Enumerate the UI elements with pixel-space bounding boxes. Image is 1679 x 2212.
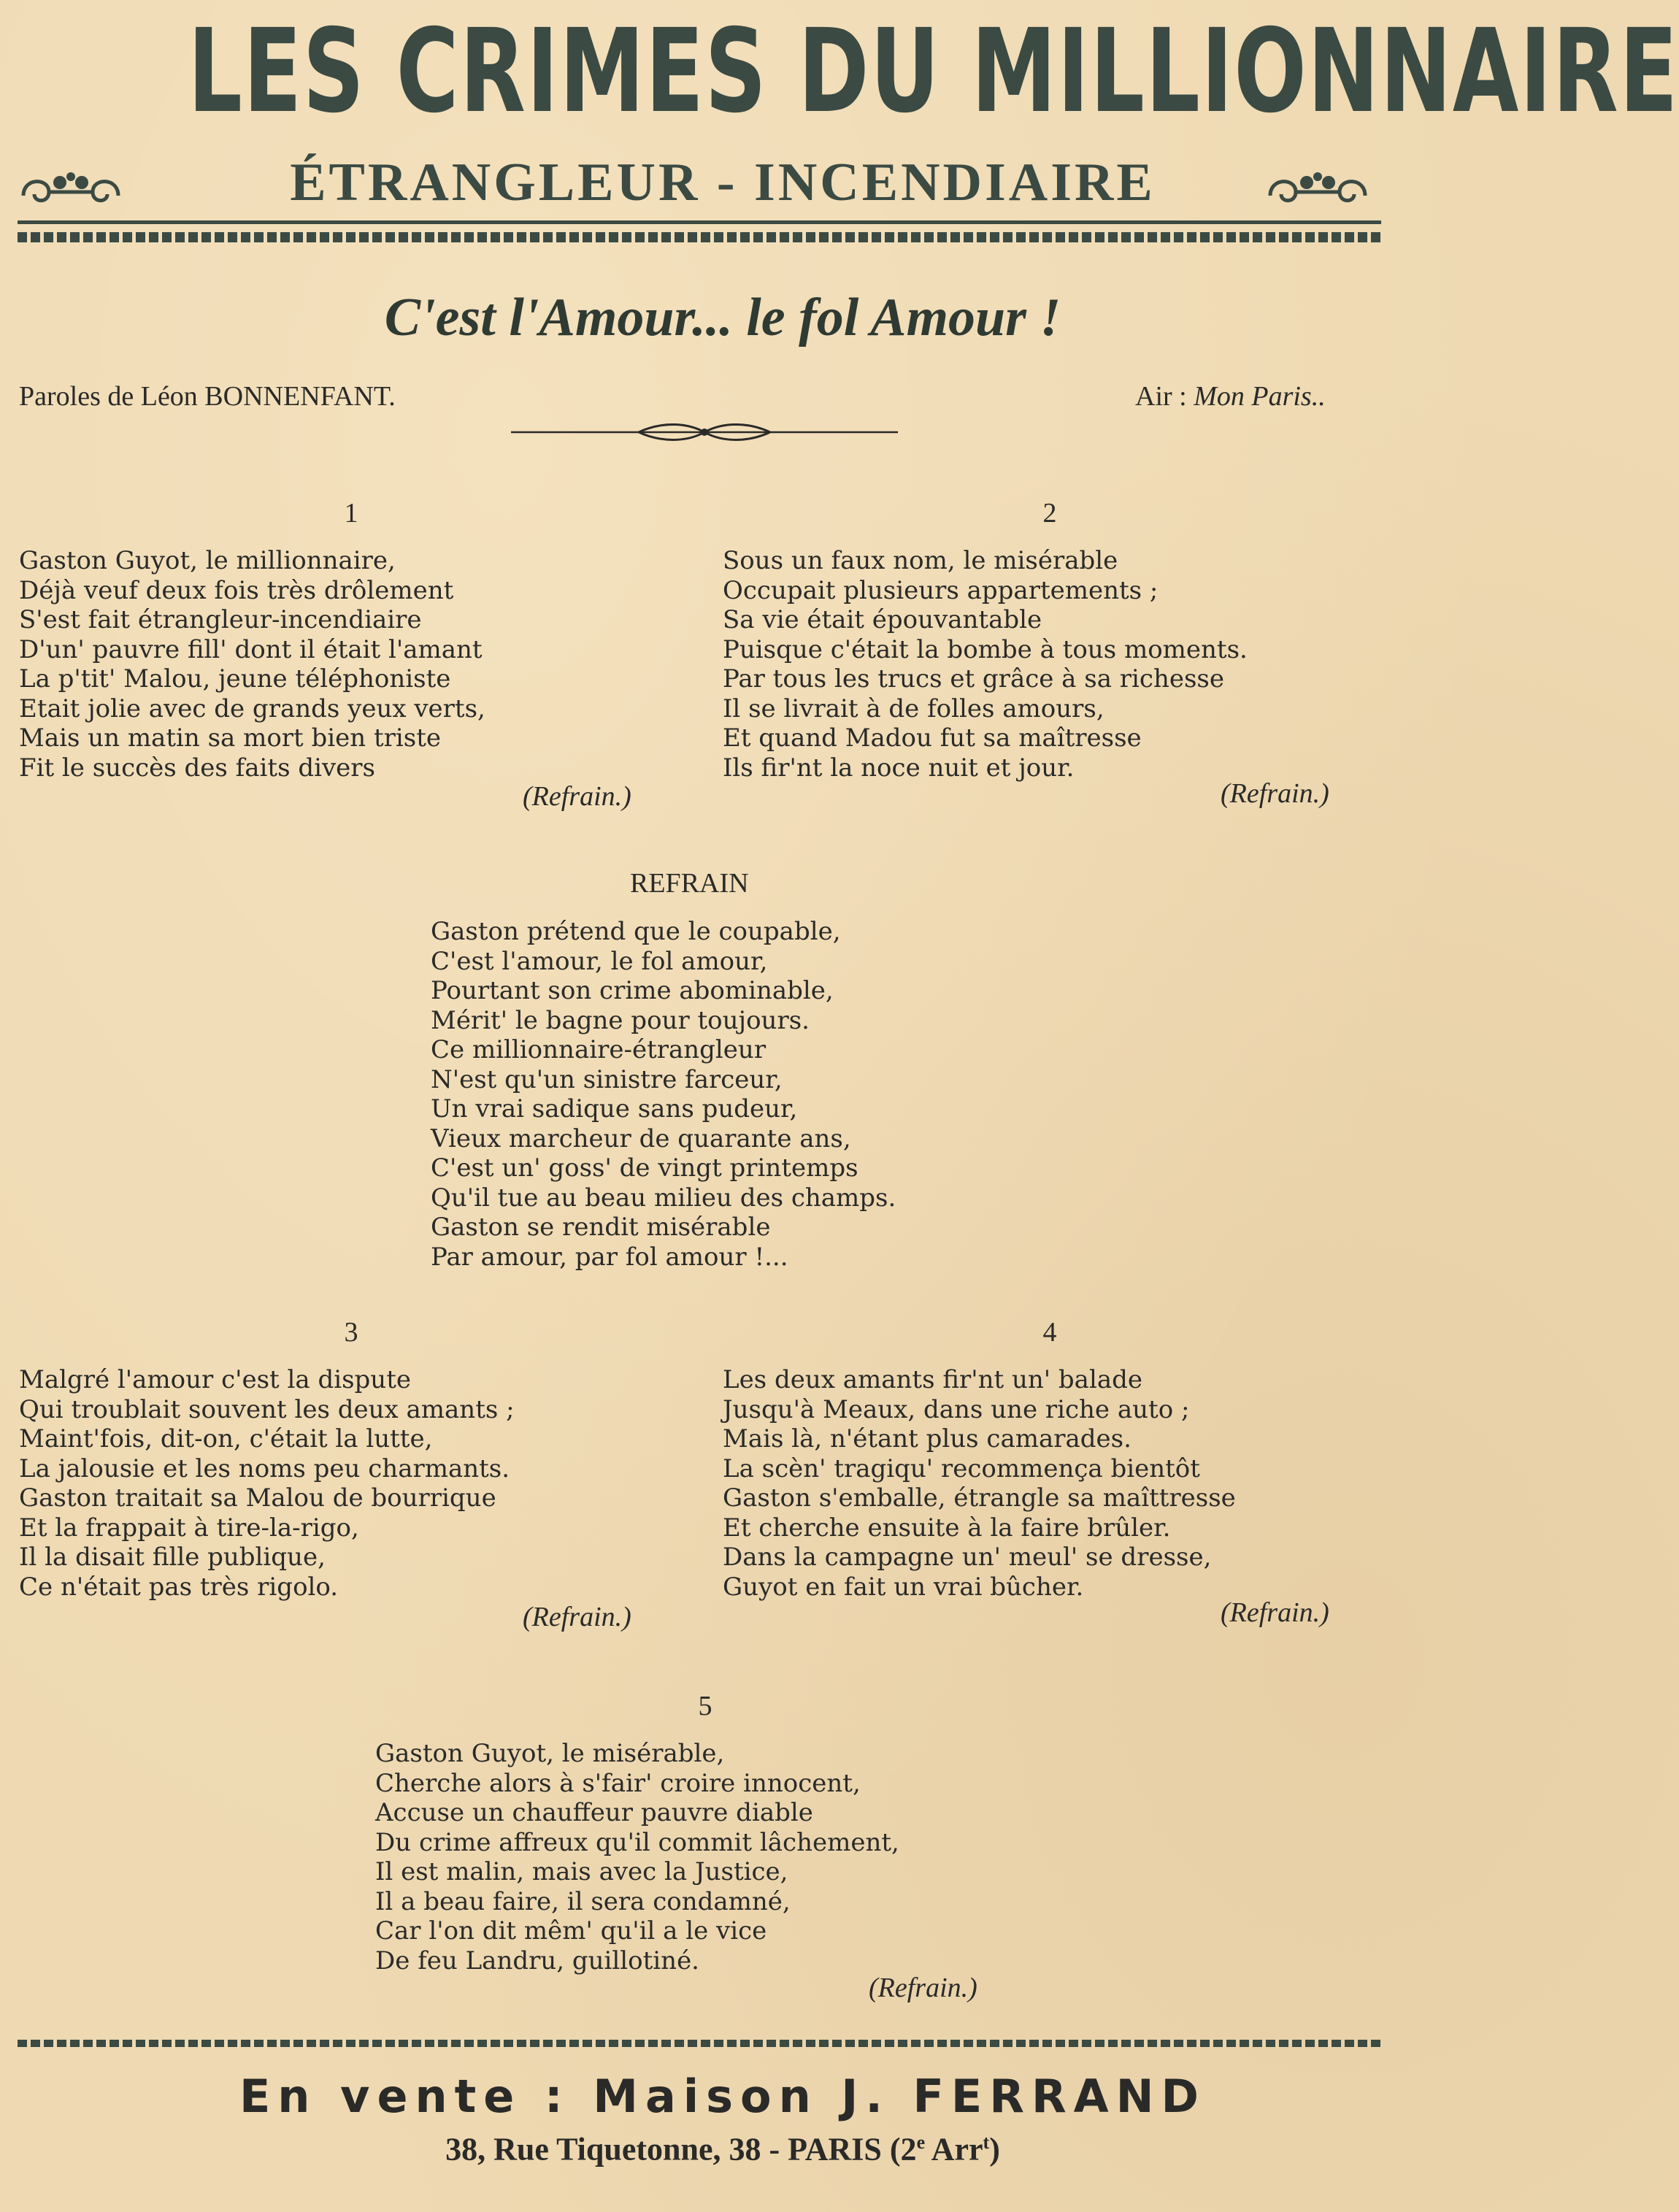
refrain-tag: (Refrain.) xyxy=(1221,778,1329,809)
refrain-tag: (Refrain.) xyxy=(523,781,631,812)
lyric-line: Gaston Guyot, le misérable, xyxy=(375,1739,725,1768)
lyric-line: Les deux amants fir'nt un' balade xyxy=(723,1365,1142,1394)
lyric-line: Malgré l'amour c'est la dispute xyxy=(19,1365,411,1394)
refrain-tag: (Refrain.) xyxy=(869,1973,977,2003)
lyric-line: La jalousie et les noms peu charmants. xyxy=(19,1453,510,1483)
lyric-line: Dans la campagne un' meul' se dresse, xyxy=(723,1543,1212,1572)
air-title: Mon Paris.. xyxy=(1194,381,1326,412)
lyric-line: Sous un faux nom, le misérable xyxy=(723,546,1118,575)
stanza-2 xyxy=(723,546,1248,783)
lyric-line: Cherche alors à s'fair' croire innocent, xyxy=(375,1768,861,1798)
lyric-line: Il la disait fille publique, xyxy=(19,1543,326,1572)
stanza-number: 4 xyxy=(1042,1317,1057,1348)
address-arr: Arr xyxy=(925,2131,983,2167)
lyric-line: D'un' pauvre fill' dont il était l'amant xyxy=(19,634,483,664)
lyric-line: Vieux marcheur de quarante ans, xyxy=(431,1124,851,1153)
lyric-line: Sa vie était épouvantable xyxy=(723,605,1042,634)
lyric-line: Ils fir'nt la noce nuit et jour. xyxy=(723,753,1075,783)
address-main: 38, Rue Tiquetonne, 38 - PARIS (2 xyxy=(445,2131,917,2167)
lyric-line: Occupait plusieurs appartements ; xyxy=(723,575,1159,605)
ornamental-divider-icon xyxy=(511,416,898,445)
lyrics-credit: Paroles de Léon BONNENFANT. xyxy=(19,381,396,412)
lyric-line: Pourtant son crime abominable, xyxy=(431,976,834,1005)
refrain-heading: REFRAIN xyxy=(630,868,749,899)
stanza-3 xyxy=(19,1365,515,1602)
lyric-line: Mérit' le bagne pour toujours. xyxy=(431,1005,810,1035)
air-credit xyxy=(1135,378,1326,415)
lyric-line: Ce millionnaire-étrangleur xyxy=(431,1035,766,1064)
lyric-line: Guyot en fait un vrai bûcher. xyxy=(723,1572,1084,1602)
air-label: Air : xyxy=(1135,381,1187,412)
lyric-line: Du crime affreux qu'il commit lâchement, xyxy=(375,1827,899,1857)
address-close: ) xyxy=(989,2131,1000,2167)
stanza-number: 1 xyxy=(344,498,358,529)
refrain-tag: (Refrain.) xyxy=(1221,1597,1329,1628)
stanza-5 xyxy=(375,1739,899,1975)
lyric-line: Déjà veuf deux fois très drôlement xyxy=(19,575,454,605)
lyric-line: Gaston Guyot, le millionnaire, xyxy=(19,546,396,575)
lyric-line: Mais là, n'étant plus camarades. xyxy=(723,1424,1132,1453)
stanza-number: 2 xyxy=(1042,498,1057,529)
address-arr-sup: t xyxy=(983,2132,990,2153)
poster-title: LES CRIMES DU MILLIONNAIRE xyxy=(188,4,1679,139)
lyric-line: Mais un matin sa mort bien triste xyxy=(19,723,442,753)
lyric-line: Et la frappait à tire-la-rigo, xyxy=(19,1513,359,1543)
lyric-line: Ce n'était pas très rigolo. xyxy=(19,1572,339,1602)
lyric-line: Il a beau faire, il sera condamné, xyxy=(375,1886,791,1916)
lyric-line: La scèn' tragiqu' recommença bientôt xyxy=(723,1453,1200,1483)
lyric-line: Qui troublait souvent les deux amants ; xyxy=(19,1394,515,1424)
stanza-4 xyxy=(723,1365,1236,1602)
lyric-line: La p'tit' Malou, jeune téléphoniste xyxy=(19,664,451,694)
lyric-line: Et cherche ensuite à la faire brûler. xyxy=(723,1513,1171,1543)
lyric-line: Il est malin, mais avec la Justice, xyxy=(375,1857,788,1886)
lyric-line: Gaston traitait sa Malou de bourrique xyxy=(19,1483,496,1513)
header-dashed-rule xyxy=(18,232,1381,242)
footer-dashed-rule xyxy=(18,2040,1381,2047)
refrain-lyrics xyxy=(431,917,896,1272)
address-line xyxy=(0,2121,1445,2172)
lyric-line: S'est fait étrangleur-incendiaire xyxy=(19,605,422,634)
lyric-line: Gaston se rendit misérable xyxy=(431,1213,771,1242)
stanza-number: 3 xyxy=(344,1317,358,1348)
lyric-line: Jusqu'à Meaux, dans une riche auto ; xyxy=(723,1394,1190,1424)
poster-subtitle: ÉTRANGLEUR - INCENDIAIRE xyxy=(290,153,1156,212)
address-sup: e xyxy=(916,2132,926,2153)
lyric-line: N'est qu'un sinistre farceur, xyxy=(431,1064,783,1094)
lyric-line: Qu'il tue au beau milieu des champs. xyxy=(431,1183,896,1213)
lyric-line: Gaston s'emballe, étrangle sa maîttresse xyxy=(723,1483,1236,1513)
lyric-line: Accuse un chauffeur pauvre diable xyxy=(375,1798,813,1827)
lyric-line: Etait jolie avec de grands yeux verts, xyxy=(19,694,485,723)
sale-line: En vente : Maison J. FERRAND xyxy=(239,2070,1207,2123)
lyric-line: Puisque c'était la bombe à tous moments. xyxy=(723,634,1248,664)
lyric-line: Car l'on dit mêm' qu'il a le vice xyxy=(375,1916,767,1946)
refrain-tag: (Refrain.) xyxy=(523,1602,631,1632)
lyric-line: Fit le succès des faits divers xyxy=(19,753,376,783)
lyric-line: Un vrai sadique sans pudeur, xyxy=(431,1094,798,1124)
lyric-line: Il se livrait à de folles amours, xyxy=(723,694,1104,723)
lyric-line: Maint'fois, dit-on, c'était la lutte, xyxy=(19,1424,433,1453)
stanza-1 xyxy=(19,546,485,783)
ornament-right-icon xyxy=(1263,166,1372,210)
header-rule xyxy=(18,220,1381,224)
lyric-line: C'est l'amour, le fol amour, xyxy=(431,946,768,976)
lyric-line: Gaston prétend que le coupable, xyxy=(431,917,841,946)
lyric-line: De feu Landru, guillotiné. xyxy=(375,1946,699,1975)
lyric-line: Et quand Madou fut sa maîtresse xyxy=(723,723,1142,753)
stanza-number: 5 xyxy=(698,1691,712,1721)
lyric-line: C'est un' goss' de vingt printemps xyxy=(431,1153,858,1183)
lyric-line: Par tous les trucs et grâce à sa richesse xyxy=(723,664,1224,694)
song-title: C'est l'Amour... le fol Amour ! xyxy=(384,288,1061,347)
lyric-line: Par amour, par fol amour !... xyxy=(431,1242,788,1272)
